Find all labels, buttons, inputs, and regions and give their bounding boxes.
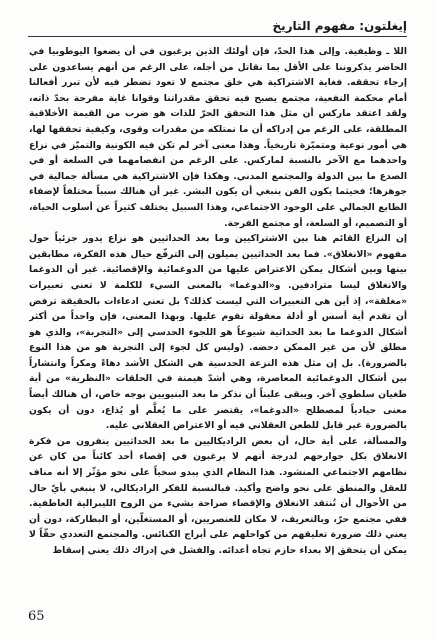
paragraph: إن النزاع القائم هنا بين الاشتراكيين وما بعد الحداثيين هو نزاع يدور جزئياً حول مفهوم «الانغلاق». فما بعد الحداثيين يميلون إلى الترفّع حيال هذه الفكرة، مطابقين بينها وبين أشكال يمكن الاعتراض عليها من الدوغمائية والإقصائية. غير أن الدوغما والانغلاق ليسا مترادفين. و«الدوغما» بالمعنى السيء للكلمة لا تعني تعبيرات «مغلقة»، إذ أين هي التعبيرات التي ليست كذلك؟ بل تعني ادعاءات بالحقيقة ترفض أن تقدم أية أسس أو أدلة معقولة تقوم عليها. وبهذا المعنى، فإن واحداً من أكثر أشكال الدوغما ما بعد الحداثية شيوعاً هو اللجوء الحدسي إلى «التجربة»، والذي هو مطلق لأن من غير الممكن دحضه. (وليس كل لجوء إلى التجربة هو من هذا النوع بالضرورة). بل إن مثل هذه النزعة الحدسية هي الشكل الأشد دهاءً ومكراً وانتشاراً بين أشكال الدوغمائية المعاصرة، وهي أشدّ هيمنة في الحلقات «النظرية» من أية طغيان سلطوي آخر. ويبقى عليناً أن نذكر ما بعد البنيويين بوجه خاص، أن هنالك أيضاً معنى حيادياً لمصطلح «الدوغما»، يقتصر على ما يُعلَّم أو يُذاع، دون أن يكون بالضرورة غير قابل للطعن العقلاني فيه أو الاعتراض العقلاني عليه. [29,233,407,432]
paragraph: والمسألة، على أية حال، أن بعض الراديكاليين ما بعد الحداثيين ينفرون من فكرة الانغلاق بكل جوارحهم لدرجة أنهم لا يرغبون في إقصاء أحد كائناً من كان عن نظامهم الاجتماعي المنشود. هذا النظام الذي يبدو سخياً على نحو مؤثّر إلا أنه مناف للعقل والمنطق على نحو واضح وأكيد. فبالنسبة للفكر الراديكالي، لا ينبغي بأيّ حال من الأحوال أن تُنتقد الانغلاق والإقصاء صراحة بشيء من الروح الليبرالية العاطفية. ففي مجتمع حرّ، وبالتعريف، لا مكان للعنصريين، أو المستغلّين، أو البطاركة، دون أن يعني ذلك ضرورة تعليقهم من كواحلهم على أبراج الكنائس. والمجتمع التعددي حقّاً لا يمكن أن يتحقق إلا بعداء حازم تجاه أعدائه. والفشل في إدراك ذلك يعني إسقاط [29,435,407,556]
running-header-title: إيغلتون: مفهوم التاريخ [272,19,407,33]
body-text [29,44,407,599]
running-header [28,14,407,37]
paragraph: اللا ـ وظيفية. وإلى هذا الحدّ، فإن أولئك الذين يرغبون في أن يضعوا اليوطوبيا في الحاضر يذكروننا على الأقل بما نقاتل من أجله، على الرغم من أنهم يساعدون على إرجاء تحققه. فغاية الاشتراكية هي خلق مجتمع لا تعود تضطر فيه لأن تبرر أفعالنا أمام محكمة النفعية، مجتمع يصبح فيه تحقق مقدراتنا وقوانا غاية مفرحة بحدّ ذاته، ولقد اعتقد ماركس أن مثل هذا التحقق الحرّ للذات هو ضرب من القيمة الأخلاقية المطلقة، على الرغم من إدراكه أن ما نمتلكه من مقدرات وقوى، وكيفية تحققها لها، هي أمور نوعية ومتميّزة تاريخياً. وهذا معنى آخر لم تكن فيه الكونية والتميّز في نزاع واحدهما مع الآخر بالنسبة لماركس. على الرغم من انفصامهما في السلعة أو في الصدع ما بين الدولة والمجتمع المدني. وهكذا فإن الاشتراكية هي مسألة جمالية في جوهرها؛ فحيثما يكون الفن ينبغي أن يكون البشر. غير أن هنالك سبباً مختلفاً لإضفاء الطابع الجمالي على الوجود الاجتماعي، وهذا السبيل يختلف كثيراً عن أسلوب الحياة، أو التصميم، أو السلعة، أو مجتمع الفرجة. [29,46,407,229]
page-number: 65 [28,609,45,624]
